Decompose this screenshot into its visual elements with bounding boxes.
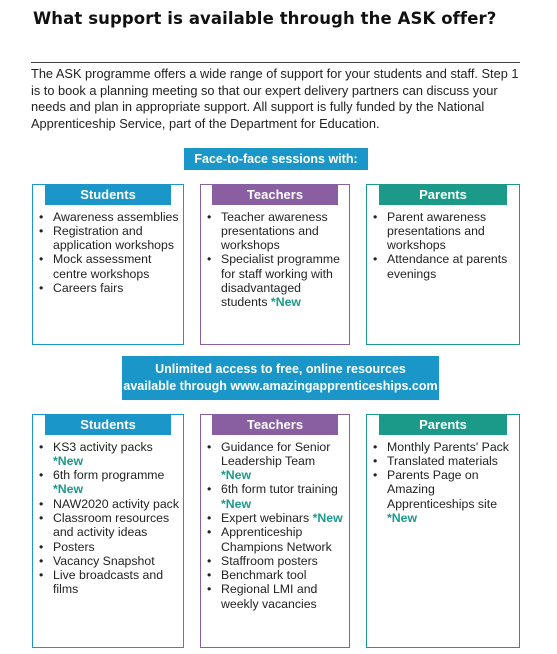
online-resources-banner: [122, 356, 439, 400]
new-tag: *New: [221, 468, 252, 483]
online-parents-list: [367, 440, 519, 526]
online-students-box: [32, 414, 184, 648]
online-banner-line2: available through www.amazingapprenticeships.com: [123, 379, 438, 393]
list-item: [221, 511, 345, 525]
list-item: • Classroom resources and activity ideas: [53, 511, 179, 540]
list-item: [221, 482, 345, 511]
online-students-list: [33, 440, 183, 597]
list-item: • NAW2020 activity pack: [53, 497, 179, 511]
list-item: • Vacancy Snapshot: [53, 554, 179, 568]
list-item-text: 6th form programme: [53, 468, 165, 483]
list-item: [221, 252, 345, 309]
online-banner-line1: Unlimited access to free, online resources: [155, 362, 406, 376]
list-item: • Regional LMI and weekly vacancies: [221, 582, 345, 611]
face-to-face-banner: Face-to-face sessions with:: [184, 148, 368, 170]
f2f-teachers-list: [201, 210, 349, 310]
list-item-text: Expert webinars: [221, 510, 310, 525]
f2f-teachers-box: [200, 184, 350, 345]
f2f-parents-list: [367, 210, 519, 281]
list-item: • Careers fairs: [53, 281, 179, 295]
list-item: • Translated materials: [387, 454, 515, 468]
new-tag: *New: [53, 453, 84, 468]
list-item: • Posters: [53, 540, 179, 554]
f2f-parents-header: Parents: [379, 184, 507, 205]
online-students-header: Students: [45, 414, 171, 435]
f2f-teachers-header: Teachers: [212, 184, 338, 205]
new-tag: *New: [53, 482, 84, 497]
online-teachers-header: Teachers: [212, 414, 338, 435]
list-item: [221, 440, 345, 483]
f2f-students-header: Students: [45, 184, 171, 205]
list-item-text: Specialist programme for staff working with disadvantaged students: [221, 252, 340, 310]
list-item: • Monthly Parents' Pack: [387, 440, 515, 454]
new-tag: *New: [221, 496, 252, 511]
f2f-parents-box: [366, 184, 520, 345]
online-teachers-list: [201, 440, 349, 612]
list-item: • Staffroom posters: [221, 554, 345, 568]
online-parents-box: [366, 414, 520, 648]
list-item-text: Guidance for Senior Leadership Team: [221, 439, 331, 468]
list-item: • Awareness assemblies: [53, 210, 179, 224]
list-item-text: 6th form tutor training: [221, 482, 338, 497]
list-item: • Benchmark tool: [221, 568, 345, 582]
list-item-text: Parents Page on Amazing Apprenticeships site: [387, 468, 498, 511]
f2f-students-box: [32, 184, 184, 345]
list-item: • Parent awareness presentations and workshops: [387, 210, 515, 253]
list-item: [387, 468, 515, 525]
title-divider: [31, 62, 520, 63]
list-item: • Mock assessment centre workshops: [53, 252, 179, 281]
list-item: [53, 440, 179, 469]
list-item: • Live broadcasts and films: [53, 568, 179, 597]
new-tag: *New: [312, 510, 343, 525]
online-parents-header: Parents: [379, 414, 507, 435]
list-item: • Teacher awareness presentations and workshops: [221, 210, 345, 253]
new-tag: *New: [270, 295, 301, 310]
list-item: [53, 468, 179, 497]
list-item: • Attendance at parents evenings: [387, 252, 515, 281]
list-item: • Apprenticeship Champions Network: [221, 525, 345, 554]
list-item: • Registration and application workshops: [53, 224, 179, 253]
intro-paragraph: The ASK programme offers a wide range of support for your students and staff. Step 1 is to book a planning meeting so that our expert delivery partners can discuss your needs and plan in appropriate support. All support is fully funded by the National Apprenticeship Service, part of the Department for Education.: [31, 66, 519, 131]
page-title: What support is available through the ASK offer?: [33, 9, 497, 28]
f2f-students-list: [33, 210, 183, 296]
list-item-text: KS3 activity packs: [53, 439, 153, 454]
online-teachers-box: [200, 414, 350, 648]
new-tag: *New: [387, 510, 418, 525]
